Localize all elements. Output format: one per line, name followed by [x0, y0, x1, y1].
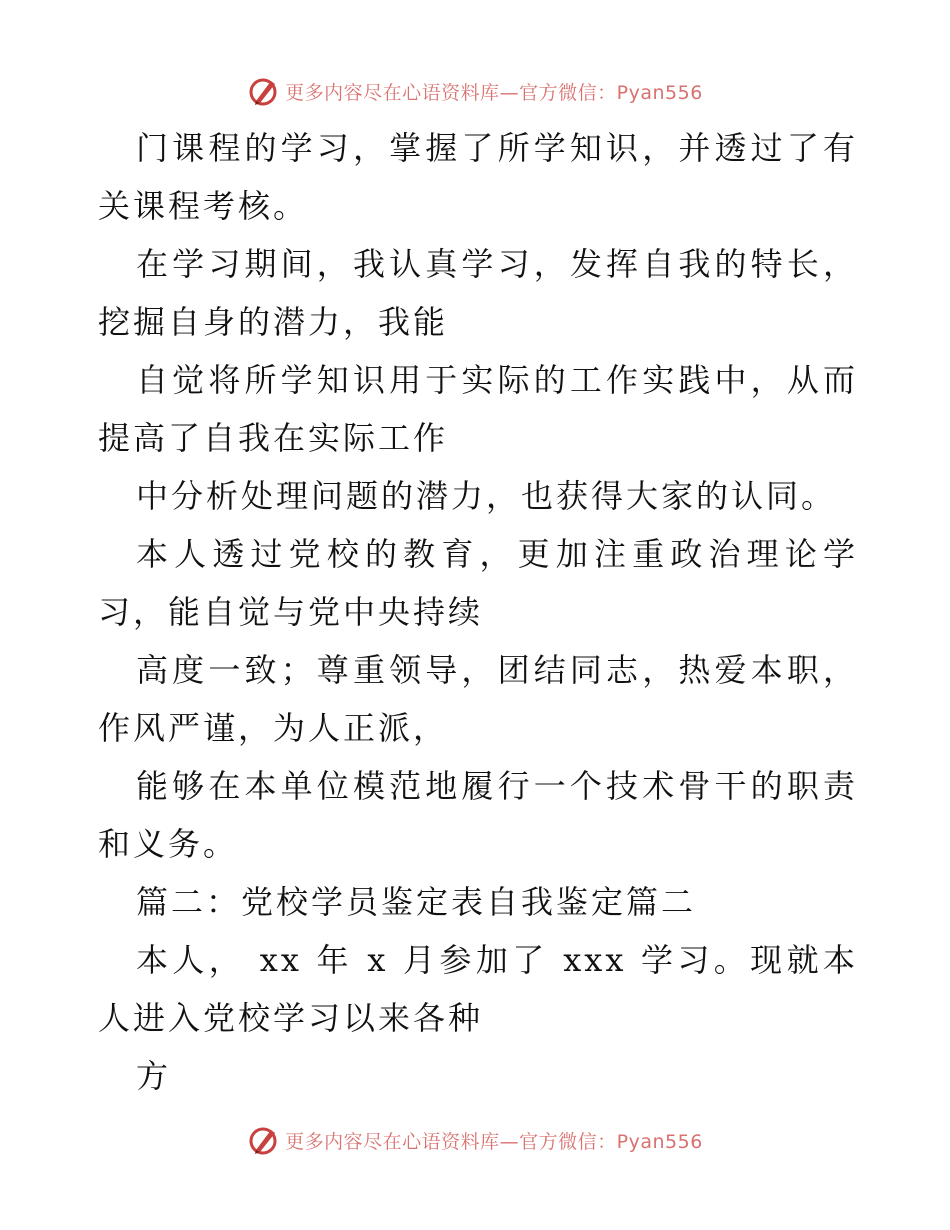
paragraph: 本人透过党校的教育，更加注重政治理论学习，能自觉与党中央持续	[98, 535, 858, 631]
paragraph: 自觉将所学知识用于实际的工作实践中，从而提高了自我在实际工作	[98, 361, 858, 457]
pen-logo-icon	[247, 1124, 279, 1156]
paragraph: 中分析处理问题的潜力，也获得大家的认同。	[136, 477, 837, 515]
pen-logo-icon	[247, 75, 279, 107]
paragraph: 门课程的学习，掌握了所学知识，并透过了有关课程考核。	[98, 129, 858, 225]
document-body	[98, 119, 858, 1105]
paragraph: 在学习期间，我认真学习，发挥自我的特长，挖掘自身的潜力，我能	[98, 245, 858, 341]
paragraph: 能够在本单位模范地履行一个技术骨干的职责和义务。	[98, 767, 858, 863]
footer-watermark	[0, 1120, 950, 1160]
watermark-text: 更多内容尽在心语资料库—官方微信：Pyan556	[285, 81, 703, 104]
header-watermark	[0, 71, 950, 111]
section-heading: 篇二：党校学员鉴定表自我鉴定篇二	[136, 883, 697, 921]
paragraph: 高度一致；尊重领导，团结同志，热爱本职，作风严谨，为人正派，	[98, 651, 858, 747]
paragraph: 本人， xx 年 x 月参加了 xxx 学习。现就本人进入党校学习以来各种	[98, 941, 858, 1037]
paragraph: 方	[136, 1057, 172, 1095]
watermark-text: 更多内容尽在心语资料库—官方微信：Pyan556	[285, 1130, 703, 1153]
